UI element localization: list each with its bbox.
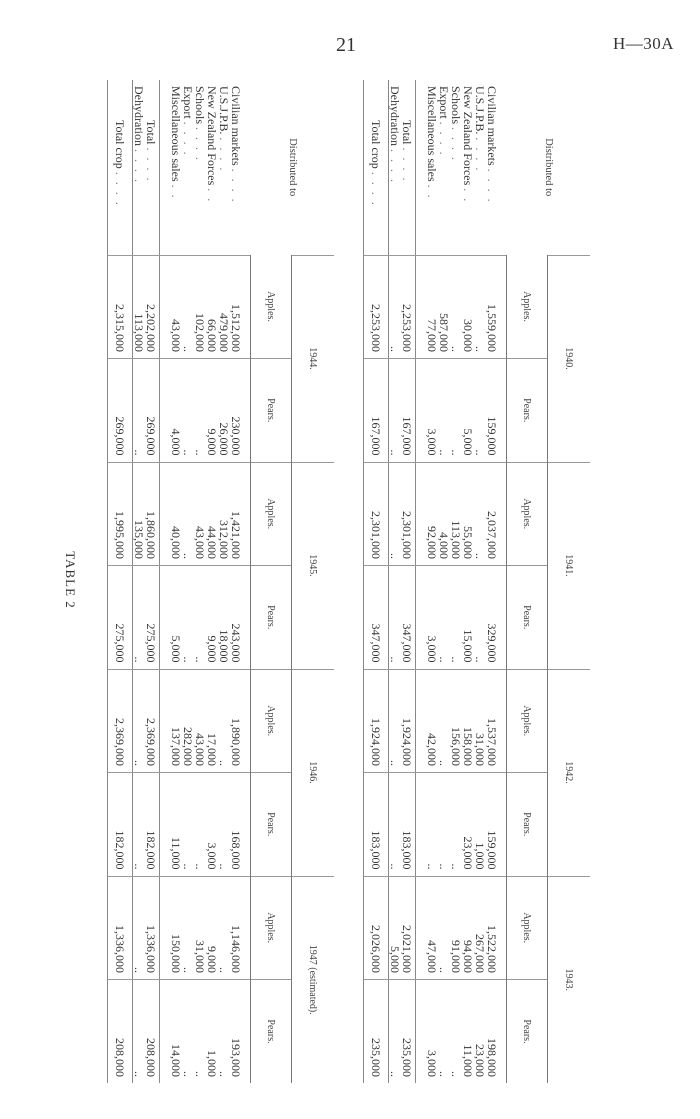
table-cell: 275,000 [108, 566, 133, 670]
table-cell: .. [450, 773, 462, 877]
dot-leaders: . . [169, 184, 183, 200]
table-cell: .. [438, 359, 450, 463]
table-cell: 43,000 [194, 669, 206, 773]
distribution-table-2 [107, 80, 334, 1083]
row-label-text: U.S.J.P.B. [473, 86, 487, 135]
table-cell: 92,000 [426, 462, 438, 566]
table-cell: 235,000 [364, 980, 389, 1084]
table-cell: 182,000 [145, 773, 160, 877]
table-row [206, 80, 218, 1083]
table-cell: 1,146,000 [230, 876, 251, 980]
table-cell: .. [450, 980, 462, 1084]
row-label-text: Total [400, 120, 414, 145]
table-cell: 43,000 [170, 255, 182, 359]
dot-leaders: . . . . [193, 127, 207, 163]
table-cell: 40,000 [170, 462, 182, 566]
table-cell: 587,000 [438, 255, 450, 359]
table-cell: 9,000 [206, 359, 218, 463]
row-label-text: New Zealand Forces [205, 86, 219, 186]
table-cell: .. [218, 773, 230, 877]
table-cell: 168,000 [230, 773, 251, 877]
row-label-text: Civilian markets [229, 86, 244, 166]
document-reference: H—30A [612, 34, 674, 53]
table-cell: .. [133, 359, 146, 463]
table-caption: TABLE 2 [63, 551, 78, 609]
table-cell: 77,000 [426, 255, 438, 359]
row-label-export [438, 80, 450, 255]
table-cell: 1,421,000 [230, 462, 251, 566]
dot-leaders: . . . . [437, 121, 451, 157]
dot-leaders: . . . . [449, 127, 463, 163]
row-label-usjpb [218, 80, 230, 255]
table-cell: .. [389, 255, 402, 359]
table-cell: .. [182, 876, 194, 980]
table-cell: .. [182, 359, 194, 463]
row-label-misc [170, 80, 182, 255]
row-label-text: Export [181, 86, 195, 119]
table-row [182, 80, 194, 1083]
pears-column-header: Pears. [251, 566, 292, 670]
table-cell: 230,000 [230, 359, 251, 463]
table-cell: 2,253,000 [364, 255, 389, 359]
table-cell: 9,000 [206, 876, 218, 980]
pears-column-header: Pears. [507, 359, 548, 463]
table-row [450, 80, 462, 1083]
table-cell: .. [182, 255, 194, 359]
row-label-text: Miscellaneous sales [425, 86, 439, 182]
year-header: 1941. [548, 462, 591, 669]
row-label-civilian [486, 80, 507, 255]
table-cell: 94,000 [462, 876, 474, 980]
table-cell: .. [389, 669, 402, 773]
table-cell: 137,000 [170, 669, 182, 773]
table-row [364, 80, 389, 1083]
table-cell: 42,000 [426, 669, 438, 773]
table-cell: 18,000 [218, 566, 230, 670]
table-block-1944-1947 [89, 80, 334, 1080]
row-label-total_crop [364, 80, 389, 255]
table-cell: .. [450, 359, 462, 463]
pears-column-header: Pears. [507, 980, 548, 1084]
dot-leaders: . . . . [181, 121, 195, 157]
table-cell: 5,000 [462, 359, 474, 463]
table-cell: .. [389, 462, 402, 566]
table-cell: 3,000 [426, 359, 438, 463]
table-cell: 3,000 [426, 980, 438, 1084]
table-cell: .. [389, 566, 402, 670]
table-row [426, 80, 438, 1083]
table-cell: 167,000 [364, 359, 389, 463]
table-cell: 3,000 [426, 566, 438, 670]
table-cell: .. [438, 773, 450, 877]
row-label-text: Schools [449, 86, 463, 125]
dot-leaders: . . . . [369, 171, 383, 207]
row-label-dehydration [389, 80, 402, 255]
pears-column-header: Pears. [251, 980, 292, 1084]
table-cell: 30,000 [462, 255, 474, 359]
table-cell: .. [133, 566, 146, 670]
rotated-table-area [0, 80, 590, 1080]
table-cell: 2,037,000 [486, 462, 507, 566]
table-cell: .. [182, 773, 194, 877]
table-cell: 198,000 [486, 980, 507, 1084]
table-cell: 5,000 [389, 876, 402, 980]
apples-column-header: Apples. [251, 462, 292, 566]
table-cell: 44,000 [206, 462, 218, 566]
row-label-text: New Zealand Forces [461, 86, 475, 186]
table-cell: 17,000 [206, 669, 218, 773]
table-cell: .. [182, 462, 194, 566]
row-label-text: Total crop [113, 120, 127, 169]
dot-leaders: . . [205, 188, 219, 204]
table-cell: 55,000 [462, 462, 474, 566]
table-cell: .. [474, 462, 486, 566]
table-cell: .. [389, 359, 402, 463]
dot-leaders: . . [461, 188, 475, 204]
table-cell: 312,000 [218, 462, 230, 566]
dot-leaders: . . . . [400, 147, 414, 183]
table-cell: 66,000 [206, 255, 218, 359]
table-cell: 2,315,000 [108, 255, 133, 359]
row-label-text: Miscellaneous sales [169, 86, 183, 182]
page-number: 21 [336, 34, 356, 56]
table-cell: 2,301,000 [401, 462, 416, 566]
table-cell: .. [182, 566, 194, 670]
table-cell: .. [438, 669, 450, 773]
table-cell: 3,000 [206, 773, 218, 877]
table-cell: .. [389, 773, 402, 877]
apples-column-header: Apples. [507, 462, 548, 566]
table-cell: .. [133, 876, 146, 980]
apples-column-header: Apples. [251, 876, 292, 980]
year-header: 1945. [292, 462, 335, 669]
table-cell: 2,369,000 [145, 669, 160, 773]
dot-leaders: . . . . [229, 168, 244, 204]
year-header: 1944. [292, 255, 335, 462]
table-cell: 23,000 [462, 773, 474, 877]
row-label-misc [426, 80, 438, 255]
table-cell: 4,000 [170, 359, 182, 463]
table-row [108, 80, 133, 1083]
table-cell: 2,026,000 [364, 876, 389, 980]
table-cell: 159,000 [486, 359, 507, 463]
table-cell: 26,000 [218, 359, 230, 463]
year-header: 1943. [548, 876, 591, 1083]
table-row [438, 80, 450, 1083]
table-cell: 150,000 [170, 876, 182, 980]
table-cell: 2,202,000 [145, 255, 160, 359]
table-cell: .. [218, 876, 230, 980]
table-row [145, 80, 160, 1083]
pears-column-header: Pears. [251, 773, 292, 877]
table-cell: 269,000 [145, 359, 160, 463]
year-header: 1946. [292, 669, 335, 876]
row-label-dehydration [133, 80, 146, 255]
table-cell: .. [182, 980, 194, 1084]
table-cell: 1,512,000 [230, 255, 251, 359]
table-cell: .. [438, 876, 450, 980]
table-cell: .. [438, 980, 450, 1084]
row-label-text: Civilian markets [485, 86, 500, 166]
table-cell: 1,924,000 [401, 669, 416, 773]
row-label-total [401, 80, 416, 255]
dot-leaders: . . . . [113, 171, 127, 207]
table-cell: 208,000 [145, 980, 160, 1084]
table-cell: 329,000 [486, 566, 507, 670]
year-header: 1940. [548, 255, 591, 462]
table-row [486, 80, 507, 1083]
table-row [462, 80, 474, 1083]
row-label-text: Export [437, 86, 451, 119]
row-label-export [182, 80, 194, 255]
table-cell: 1,000 [206, 980, 218, 1084]
table-cell: 269,000 [108, 359, 133, 463]
table-cell: 4,000 [438, 462, 450, 566]
apples-column-header: Apples. [251, 669, 292, 773]
dot-leaders: . . . . [485, 168, 500, 204]
row-label-text: Dehydration [388, 86, 402, 146]
table-cell: 135,000 [133, 462, 146, 566]
table-row [230, 80, 251, 1083]
table-cell: 1,336,000 [108, 876, 133, 980]
table-cell: 14,000 [170, 980, 182, 1084]
row-label-nzforces [206, 80, 218, 255]
table-cell: .. [450, 566, 462, 670]
pears-column-header: Pears. [507, 566, 548, 670]
table-cell: 1,924,000 [364, 669, 389, 773]
table-cell: .. [389, 980, 402, 1084]
table-cell: 183,000 [401, 773, 416, 877]
apples-column-header: Apples. [251, 255, 292, 359]
table-cell: 267,000 [474, 876, 486, 980]
row-label-usjpb [474, 80, 486, 255]
table-cell: 479,000 [218, 255, 230, 359]
table-cell: 183,000 [364, 773, 389, 877]
distributed-to-header: Distributed to [542, 138, 554, 197]
dot-leaders: . . . . [388, 148, 402, 184]
pears-column-header: Pears. [507, 773, 548, 877]
row-label-total_crop [108, 80, 133, 255]
apples-column-header: Apples. [507, 876, 548, 980]
apples-column-header: Apples. [507, 255, 548, 359]
table-cell: 113,000 [450, 462, 462, 566]
table-cell: 23,000 [474, 980, 486, 1084]
table-cell: 47,000 [426, 876, 438, 980]
table-cell: .. [474, 255, 486, 359]
table-cell: 113,000 [133, 255, 146, 359]
table-cell: .. [194, 359, 206, 463]
table-cell: 275,000 [145, 566, 160, 670]
row-label-total [145, 80, 160, 255]
row-label-text: Dehydration [132, 86, 146, 146]
table-cell: 243,000 [230, 566, 251, 670]
table-cell: 43,000 [194, 462, 206, 566]
table-cell: 235,000 [401, 980, 416, 1084]
table-block-1940-1943 [345, 80, 590, 1080]
table-cell: 1,890,000 [230, 669, 251, 773]
row-label-text: Total crop [369, 120, 383, 169]
table-cell: 11,000 [462, 980, 474, 1084]
table-cell: .. [474, 359, 486, 463]
table-cell: 1,995,000 [108, 462, 133, 566]
table-cell: 1,522,000 [486, 876, 507, 980]
table-cell: 31,000 [474, 669, 486, 773]
table-row [401, 80, 416, 1083]
table-row [170, 80, 182, 1083]
row-label-text: Total [144, 120, 158, 145]
table-cell: 1,860,000 [145, 462, 160, 566]
dot-leaders: . . . . [217, 137, 231, 173]
table-cell: 2,301,000 [364, 462, 389, 566]
table-cell: 2,253,000 [401, 255, 416, 359]
distribution-table-1 [363, 80, 590, 1083]
row-label-nzforces [462, 80, 474, 255]
row-label-civilian [230, 80, 251, 255]
table-cell: 167,000 [401, 359, 416, 463]
table-cell: 2,369,000 [108, 669, 133, 773]
table-cell: 5,000 [170, 566, 182, 670]
table-cell: 347,000 [364, 566, 389, 670]
table-cell: .. [438, 566, 450, 670]
table-cell: .. [133, 773, 146, 877]
dot-leaders: . . . . [144, 147, 158, 183]
dot-leaders: . . [425, 184, 439, 200]
table-cell: .. [194, 566, 206, 670]
table-cell: .. [218, 669, 230, 773]
table-cell: 15,000 [462, 566, 474, 670]
table-cell: 91,000 [450, 876, 462, 980]
pears-column-header: Pears. [251, 359, 292, 463]
table-cell: 31,000 [194, 876, 206, 980]
table-cell: .. [133, 980, 146, 1084]
table-cell: .. [133, 669, 146, 773]
table-cell: .. [218, 980, 230, 1084]
table-cell: 2,021,000 [401, 876, 416, 980]
table-row [194, 80, 206, 1083]
table-cell: .. [426, 773, 438, 877]
table-cell: 347,000 [401, 566, 416, 670]
apples-column-header: Apples. [507, 669, 548, 773]
table-cell: .. [194, 980, 206, 1084]
table-cell: 156,000 [450, 669, 462, 773]
row-label-text: U.S.J.P.B. [217, 86, 231, 135]
table-cell: 1,537,000 [486, 669, 507, 773]
table-cell: .. [474, 566, 486, 670]
table-cell: 193,000 [230, 980, 251, 1084]
table-cell: .. [450, 255, 462, 359]
table-cell: 9,000 [206, 566, 218, 670]
dot-leaders: . . . . [473, 137, 487, 173]
distributed-to-header: Distributed to [286, 138, 298, 197]
table-cell: 282,000 [182, 669, 194, 773]
year-header: 1942. [548, 669, 591, 876]
table-cell: 11,000 [170, 773, 182, 877]
table-cell: .. [194, 773, 206, 877]
dot-leaders: . . . . [132, 148, 146, 184]
table-cell: 208,000 [108, 980, 133, 1084]
table-cell: 102,000 [194, 255, 206, 359]
table-cell: 158,000 [462, 669, 474, 773]
table-cell: 1,559,000 [486, 255, 507, 359]
table-cell: 159,000 [486, 773, 507, 877]
table-cell: 1,000 [474, 773, 486, 877]
table-cell: 1,336,000 [145, 876, 160, 980]
year-header: 1947 (estimated). [292, 876, 335, 1083]
table-cell: 182,000 [108, 773, 133, 877]
row-label-text: Schools [193, 86, 207, 125]
